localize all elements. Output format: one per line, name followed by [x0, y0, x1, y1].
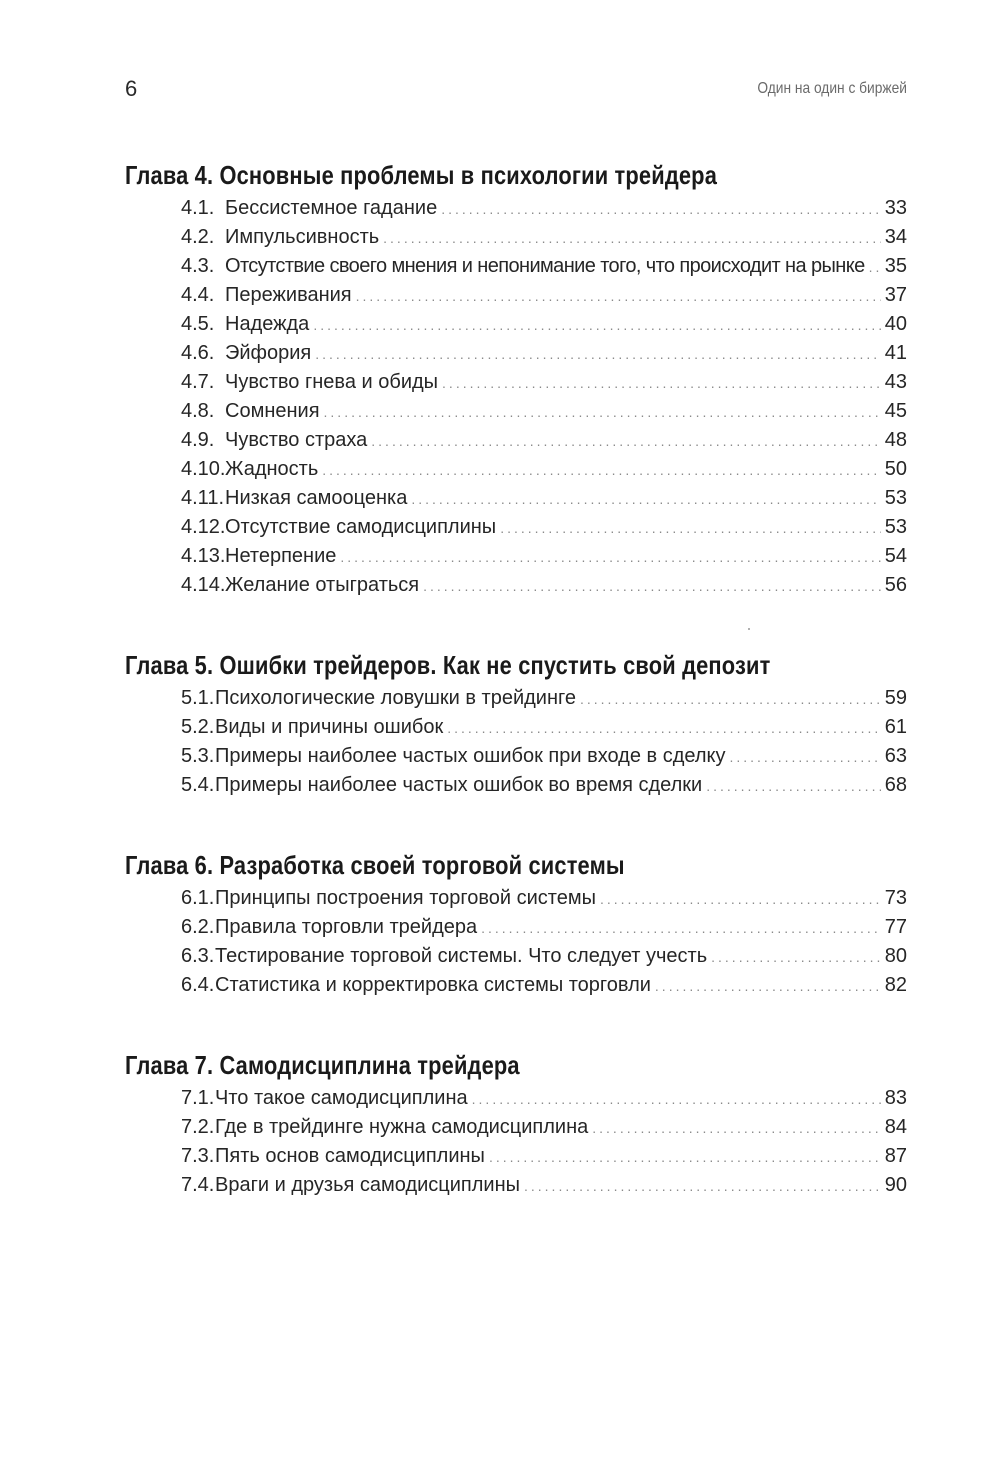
dot-leader: [729, 743, 880, 772]
entry-number: 4.1.: [181, 197, 215, 219]
entry-number: 5.1.: [181, 687, 215, 709]
toc-entry[interactable]: [125, 513, 907, 542]
toc-entry[interactable]: [125, 484, 907, 513]
dot-leader: [655, 972, 881, 1001]
entry-page: 50: [884, 458, 907, 480]
entry-page: 53: [884, 487, 907, 509]
entry-page: 45: [884, 400, 907, 422]
entry-title: Виды и причины ошибок: [215, 716, 444, 738]
toc-entries: [125, 194, 907, 600]
toc-entry[interactable]: [125, 1113, 907, 1142]
dot-leader: [600, 885, 881, 914]
entry-title: Чувство страха: [225, 429, 368, 451]
entry-page: 41: [884, 342, 907, 364]
entry-number: 4.14.: [181, 574, 226, 596]
toc-entries: [125, 684, 907, 800]
toc-entry[interactable]: [125, 339, 907, 368]
dot-leader: [592, 1114, 880, 1143]
dot-leader: [524, 1172, 881, 1201]
dot-leader: [472, 1085, 881, 1114]
entry-title: Отсутствие своего мнения и непонимание того, что происходит на рынке: [225, 255, 865, 277]
entry-page: 59: [884, 687, 907, 709]
toc-entry[interactable]: [125, 426, 907, 455]
dot-leader: [447, 714, 881, 743]
entry-page: 33: [884, 197, 907, 219]
dot-leader: [324, 398, 881, 427]
toc-entry[interactable]: [125, 397, 907, 426]
chapter-5: [125, 648, 907, 800]
toc-entry[interactable]: [125, 942, 907, 971]
entry-page: 80: [884, 945, 907, 967]
entry-page: 37: [884, 284, 907, 306]
entry-title: Правила торговли трейдера: [215, 916, 478, 938]
dot-leader: [313, 311, 880, 340]
entry-number: 4.4.: [181, 284, 215, 306]
entry-title: Надежда: [225, 313, 310, 335]
toc-entry[interactable]: [125, 771, 907, 800]
entry-title: Тестирование торговой системы. Что следует учесть: [215, 945, 708, 967]
entry-page: 63: [884, 745, 907, 767]
entry-number: 4.11.: [181, 487, 224, 509]
entry-page: 73: [884, 887, 907, 909]
dot-leader: [315, 340, 881, 369]
entry-title: Примеры наиболее частых ошибок во время сделки: [215, 774, 703, 796]
toc-entry[interactable]: [125, 684, 907, 713]
toc-entries: [125, 1084, 907, 1200]
toc-entry[interactable]: [125, 742, 907, 771]
toc-entries: [125, 884, 907, 1000]
entry-number: 5.4.: [181, 774, 215, 796]
dot-leader: [706, 772, 881, 801]
entry-title: Нетерпение: [225, 545, 337, 567]
dot-leader: [711, 943, 881, 972]
entry-number: 4.5.: [181, 313, 215, 335]
toc-entry[interactable]: [125, 281, 907, 310]
chapter-title: Глава 4. Основные проблемы в психологии трейдера: [125, 160, 718, 190]
entry-title: Статистика и корректировка системы торговли: [215, 974, 651, 996]
entry-title: Психологические ловушки в трейдинге: [215, 687, 576, 709]
toc-entry[interactable]: [125, 971, 907, 1000]
entry-number: 7.4.: [181, 1174, 215, 1196]
toc-entry[interactable]: [125, 368, 907, 397]
entry-number: 5.3.: [181, 745, 215, 767]
toc-entry[interactable]: [125, 542, 907, 571]
dot-leader: [441, 195, 881, 224]
entry-number: 6.1.: [181, 887, 215, 909]
entry-page: 77: [884, 916, 907, 938]
entry-number: 4.12.: [181, 516, 226, 538]
toc-entry[interactable]: [125, 1171, 907, 1200]
toc-entry[interactable]: [125, 913, 907, 942]
dot-leader: [481, 914, 881, 943]
entry-number: 4.10.: [181, 458, 226, 480]
toc-entry[interactable]: [125, 455, 907, 484]
entry-title: Примеры наиболее частых ошибок при входе в сделку: [215, 745, 726, 767]
entry-number: 7.1.: [181, 1087, 215, 1109]
entry-title: Враги и друзья самодисциплины: [215, 1174, 520, 1196]
entry-page: 61: [884, 716, 907, 738]
entry-page: 34: [884, 226, 907, 248]
entry-page: 40: [884, 313, 907, 335]
entry-title: Что такое самодисциплина: [215, 1087, 468, 1109]
entry-number: 6.4.: [181, 974, 215, 996]
entry-page: 56: [884, 574, 907, 596]
entry-title: Низкая самооценка: [225, 487, 408, 509]
entry-title: Желание отыграться: [225, 574, 420, 596]
entry-title: Где в трейдинге нужна самодисциплина: [215, 1116, 589, 1138]
dot-leader: [383, 224, 881, 253]
dot-leader: [356, 282, 881, 311]
entry-title: Жадность: [225, 458, 319, 480]
entry-number: 4.2.: [181, 226, 215, 248]
entry-number: 4.13.: [181, 545, 226, 567]
dot-leader: [340, 543, 880, 572]
entry-number: 4.9.: [181, 429, 215, 451]
entry-number: 4.6.: [181, 342, 215, 364]
dot-leader: [869, 253, 881, 282]
chapter-4: [125, 158, 907, 600]
entry-title: Переживания: [225, 284, 352, 306]
entry-title: Принципы построения торговой системы: [215, 887, 596, 909]
entry-page: 82: [884, 974, 907, 996]
dot-leader: [580, 685, 881, 714]
entry-number: 4.3.: [181, 255, 215, 277]
toc-entry[interactable]: [125, 1084, 907, 1113]
entry-page: 43: [884, 371, 907, 393]
toc-entry[interactable]: [125, 194, 907, 223]
entry-number: 4.8.: [181, 400, 215, 422]
entry-title: Пять основ самодисциплины: [215, 1145, 485, 1167]
entry-number: 5.2.: [181, 716, 215, 738]
dot-leader: [442, 369, 881, 398]
entry-page: 54: [884, 545, 907, 567]
dot-leader: [500, 514, 881, 543]
chapter-title: Глава 6. Разработка своей торговой системы: [125, 850, 625, 880]
entry-title: Импульсивность: [225, 226, 380, 248]
toc-entry[interactable]: [125, 571, 907, 600]
running-head: Один на один с биржей: [757, 80, 907, 97]
entry-title: Сомнения: [225, 400, 320, 422]
toc-entry[interactable]: [125, 252, 907, 281]
entry-title: Отсутствие самодисциплины: [225, 516, 497, 538]
toc-entry[interactable]: [125, 884, 907, 913]
toc-entry[interactable]: [125, 1142, 907, 1171]
entry-page: 35: [884, 255, 907, 277]
entry-page: 83: [884, 1087, 907, 1109]
print-speck: [748, 628, 750, 630]
chapter-title: Глава 7. Самодисциплина трейдера: [125, 1050, 520, 1080]
entry-number: 7.2.: [181, 1116, 215, 1138]
toc-entry[interactable]: [125, 223, 907, 252]
entry-title: Бессистемное гадание: [225, 197, 438, 219]
entry-page: 90: [884, 1174, 907, 1196]
toc-entry[interactable]: [125, 310, 907, 339]
dot-leader: [489, 1143, 881, 1172]
dot-leader: [322, 456, 881, 485]
entry-number: 7.3.: [181, 1145, 215, 1167]
chapter-6: [125, 848, 907, 1000]
entry-page: 48: [884, 429, 907, 451]
toc-entry[interactable]: [125, 713, 907, 742]
chapter-title: Глава 5. Ошибки трейдеров. Как не спустить свой депозит: [125, 650, 771, 680]
entry-page: 87: [884, 1145, 907, 1167]
dot-leader: [423, 572, 881, 601]
entry-title: Эйфория: [225, 342, 312, 364]
entry-number: 4.7.: [181, 371, 215, 393]
dot-leader: [371, 427, 880, 456]
entry-title: Чувство гнева и обиды: [225, 371, 439, 393]
entry-page: 53: [884, 516, 907, 538]
entry-page: 68: [884, 774, 907, 796]
dot-leader: [411, 485, 880, 514]
entry-number: 6.2.: [181, 916, 215, 938]
chapter-7: [125, 1048, 907, 1200]
entry-page: 84: [884, 1116, 907, 1138]
entry-number: 6.3.: [181, 945, 215, 967]
page-number: 6: [125, 76, 138, 101]
